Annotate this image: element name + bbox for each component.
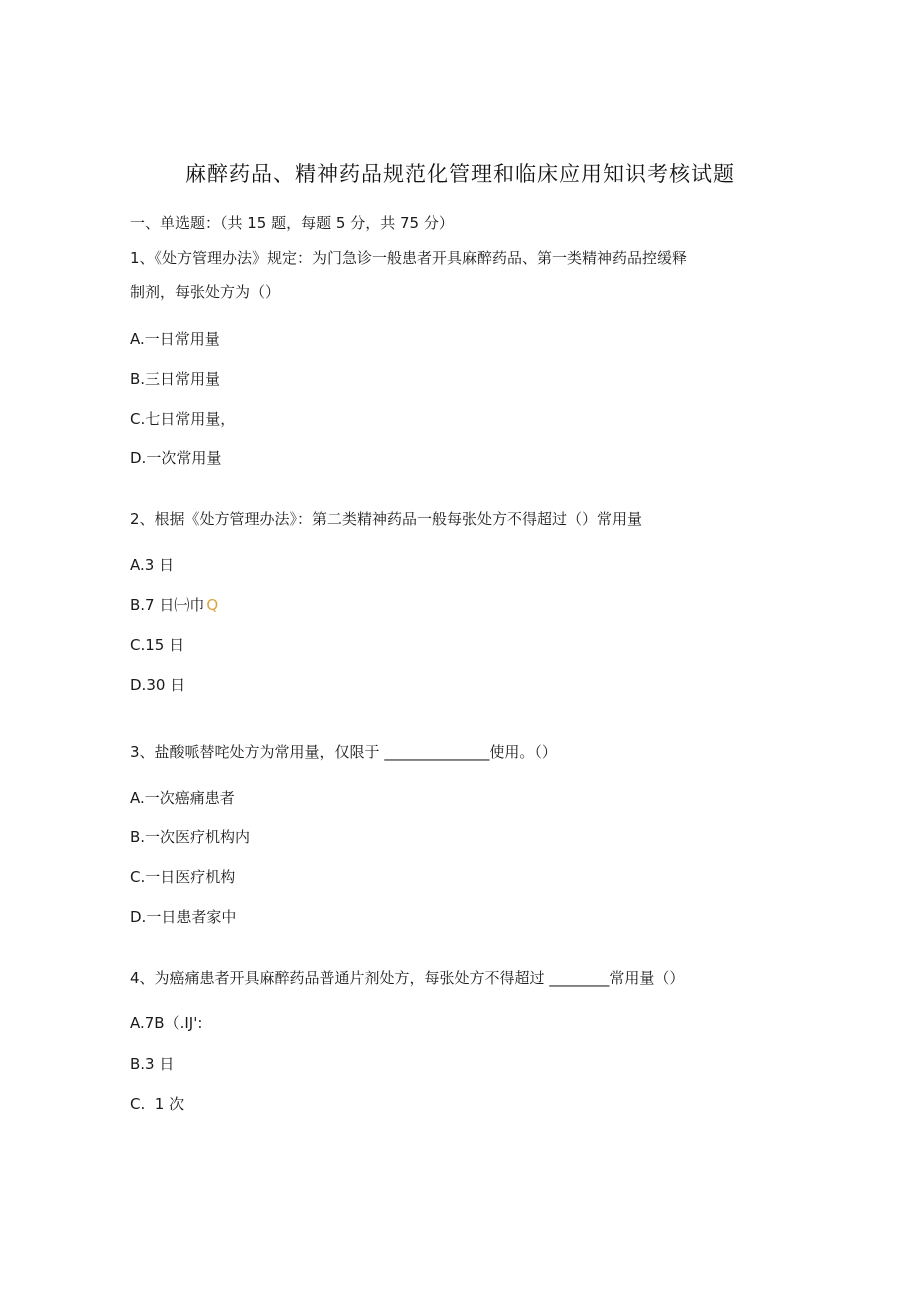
question-4-option-c: C. 1 次 — [130, 1095, 185, 1113]
question-4-stem: 4、为癌痛患者开具麻醉药品普通片剂处方，每张处方不得超过 ________常用量（） — [130, 969, 685, 987]
scan-artifact: Q — [206, 596, 219, 614]
question-1-option-a: A.一日常用量 — [130, 330, 220, 348]
section-header: 一、单选题：（共 15 题，每题 5 分，共 75 分） — [130, 214, 454, 232]
question-1-option-d: D.一次常用量 — [130, 449, 222, 467]
question-3-stem: 3、盐酸哌替咤处方为常用量，仅限于 ______________使用。（） — [130, 743, 557, 761]
question-1-stem-line-1: 1、《处方管理办法》规定：为门急诊一般患者开具麻醉药品、第一类精神药品控缓释 — [130, 249, 688, 267]
question-2-option-b: B.7 日㈠巾 — [130, 596, 205, 614]
question-4-option-b: B.3 日 — [130, 1055, 175, 1073]
question-1-option-b: B.三日常用量 — [130, 370, 221, 388]
question-2-option-c: C.15 日 — [130, 636, 185, 654]
question-1-option-c: C.七日常用量， — [130, 410, 236, 428]
question-3-option-d: D.一日患者家中 — [130, 908, 237, 926]
question-1-stem-line-2: 制剂，每张处方为（） — [130, 283, 281, 301]
question-2-option-d: D.30 日 — [130, 676, 186, 694]
question-3-option-b: B.一次医疗机构内 — [130, 828, 251, 846]
question-2-option-b-row — [130, 595, 218, 615]
document-title: 麻醉药品、精神药品规范化管理和临床应用知识考核试题 — [185, 162, 735, 186]
question-4-option-a: A.7B（.IJ': — [130, 1014, 203, 1032]
question-3-option-a: A.一次癌痛患者 — [130, 789, 235, 807]
question-2-option-a: A.3 日 — [130, 556, 175, 574]
question-3-option-c: C.一日医疗机构 — [130, 868, 236, 886]
question-2-stem: 2、根据《处方管理办法》：第二类精神药品一般每张处方不得超过（）常用量 — [130, 510, 643, 528]
